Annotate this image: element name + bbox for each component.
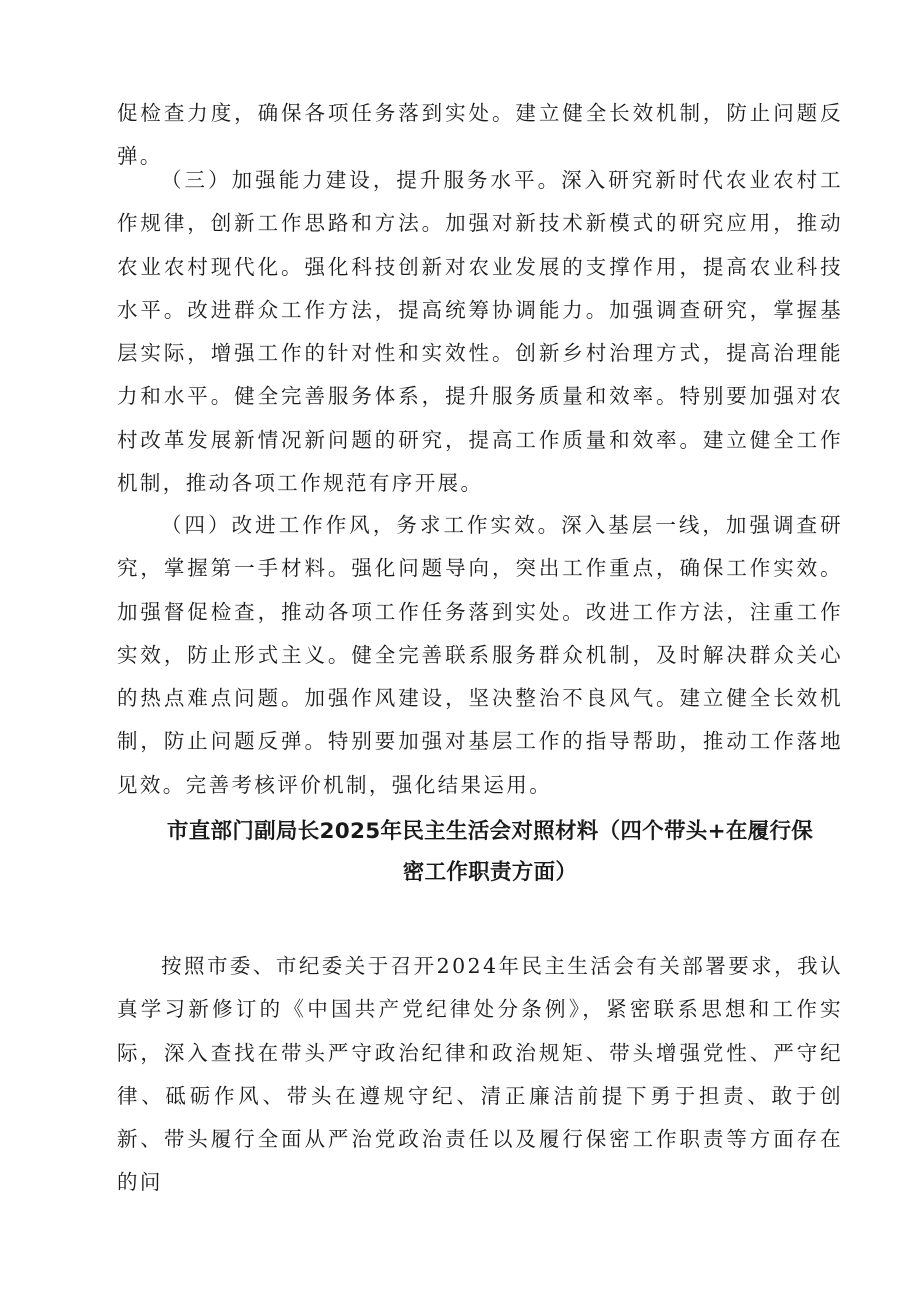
paragraph-section-3: （三）加强能力建设，提升服务水平。深入研究新时代农业农村工作规律，创新工作思路和方法。加强对新技术新模式的研究应用，推动农业农村现代化。强化科技创新对农业发展的支撑作用，提高农业科技水平。改进群众工作方法，提高统筹协调能力。加强调查研究，掌握基层实际，增强工作的针对性和实效性。创新乡村治理方式，提高治理能力和水平。健全完善服务体系，提升服务质量和效率。特别要加强对农村改革发展新情况新问题的研究，提高工作质量和效率。建立健全工作机制，推动各项工作规范有序开展。 xyxy=(117,168,843,496)
document-title-line-2: 密工作职责方面） xyxy=(402,860,578,885)
document-title xyxy=(140,811,840,893)
paragraph-previous-tail: 促检查力度，确保各项任务落到实处。建立健全长效机制，防止问题反弹。 xyxy=(117,101,843,169)
paragraph-section-4: （四）改进工作作风，务求工作实效。深入基层一线，加强调查研究，掌握第一手材料。强化问题导向，突出工作重点，确保工作实效。加强督促检查，推动各项工作任务落到实处。改进工作方法，注重工作实效，防止形式主义。健全完善联系服务群众机制，及时解决群众关心的热点难点问题。加强作风建设，坚决整治不良风气。建立健全长效机制，防止问题反弹。特别要加强对基层工作的指导帮助，推动工作落地见效。完善考核评价机制，强化结果运用。 xyxy=(117,513,843,797)
paragraph-introduction: 按照市委、市纪委关于召开2024年民主生活会有关部署要求，我认真学习新修订的《中国共产党纪律处分条例》，紧密联系思想和工作实际，深入查找在带头严守政治纪律和政治规矩、带头增强党性、严守纪律、砥砺作风、带头在遵规守纪、清正廉洁前提下勇于担责、敢于创新、带头履行全面从严治党政治责任以及履行保密工作职责等方面存在的问 xyxy=(117,954,843,1195)
document-title-line-1: 市直部门副局长2025年民主生活会对照材料（四个带头+在履行保 xyxy=(166,819,814,844)
